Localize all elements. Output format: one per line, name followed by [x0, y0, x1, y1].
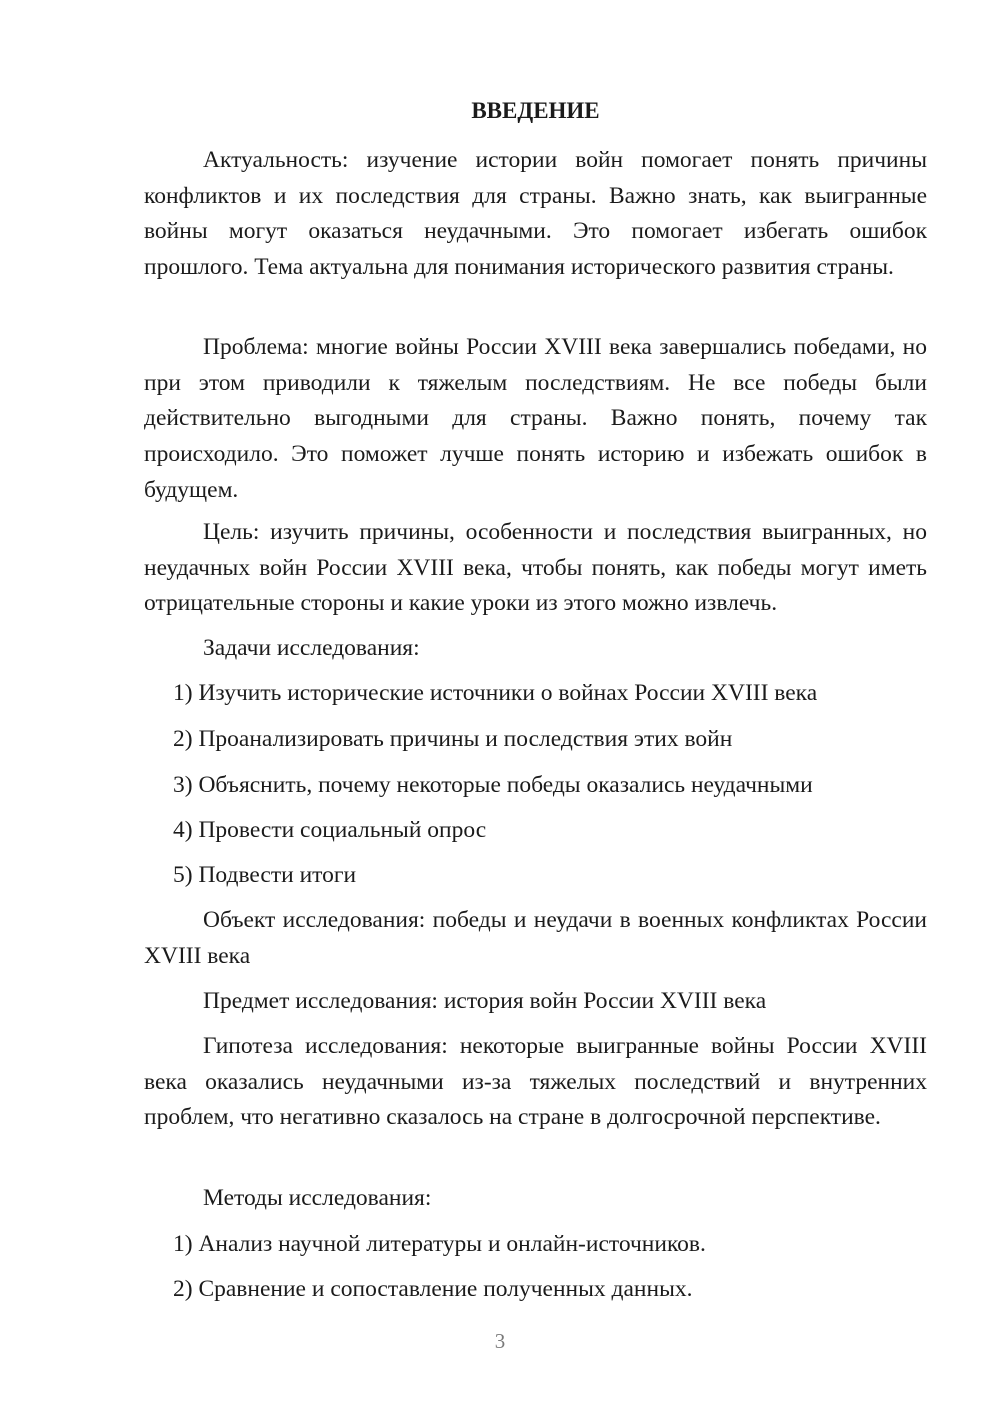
task-item-4: 4) Провести социальный опрос: [173, 817, 487, 843]
task-item-2: 2) Проанализировать причины и последствия этих войн: [173, 726, 733, 752]
page-number: 3: [494, 1329, 506, 1353]
task-item-1: 1) Изучить исторические источники о войнах России XVIII века: [173, 680, 818, 706]
subject-paragraph: Предмет исследования: история войн России XVIII века: [203, 988, 767, 1014]
object-paragraph: Объект исследования: победы и неудачи в военных конфликтах России XVIII века: [144, 907, 927, 969]
methods-title: Методы исследования:: [203, 1185, 432, 1211]
section-heading: ВВЕДЕНИЕ: [471, 98, 600, 123]
goal-paragraph: Цель: изучить причины, особенности и последствия выигранных, но неудачных войн России XVIII века, чтобы понять, как победы могут иметь отрицательные стороны и какие уроки из этого можно извлечь.: [144, 519, 927, 617]
tasks-title: Задачи исследования:: [203, 635, 420, 661]
problem-paragraph: Проблема: многие войны России XVIII века завершались победами, но при этом приводили к тяжелым последствиям. Не все победы были действительно выгодными для страны. Важно понять, почему так происходило. Это поможет лучше понять историю и избежать ошибок в будущем.: [144, 334, 927, 503]
task-item-3: 3) Объяснить, почему некоторые победы оказались неудачными: [173, 772, 813, 798]
relevance-paragraph: Актуальность: изучение истории войн помогает понять причины конфликтов и их последствия для страны. Важно знать, как выигранные войны могут оказаться неудачными. Это помогает избегать ошибок прошлого. Тема актуальна для понимания исторического развития страны.: [144, 147, 927, 281]
hypothesis-paragraph: Гипотеза исследования: некоторые выигранные войны России XVIII века оказались неудачными из-за тяжелых последствий и внутренних проблем, что негативно сказалось на стране в долгосрочной перспективе.: [144, 1033, 927, 1131]
method-item-1: 1) Анализ научной литературы и онлайн-источников.: [173, 1231, 706, 1257]
task-item-5: 5) Подвести итоги: [173, 862, 357, 888]
method-item-2: 2) Сравнение и сопоставление полученных данных.: [173, 1276, 693, 1302]
